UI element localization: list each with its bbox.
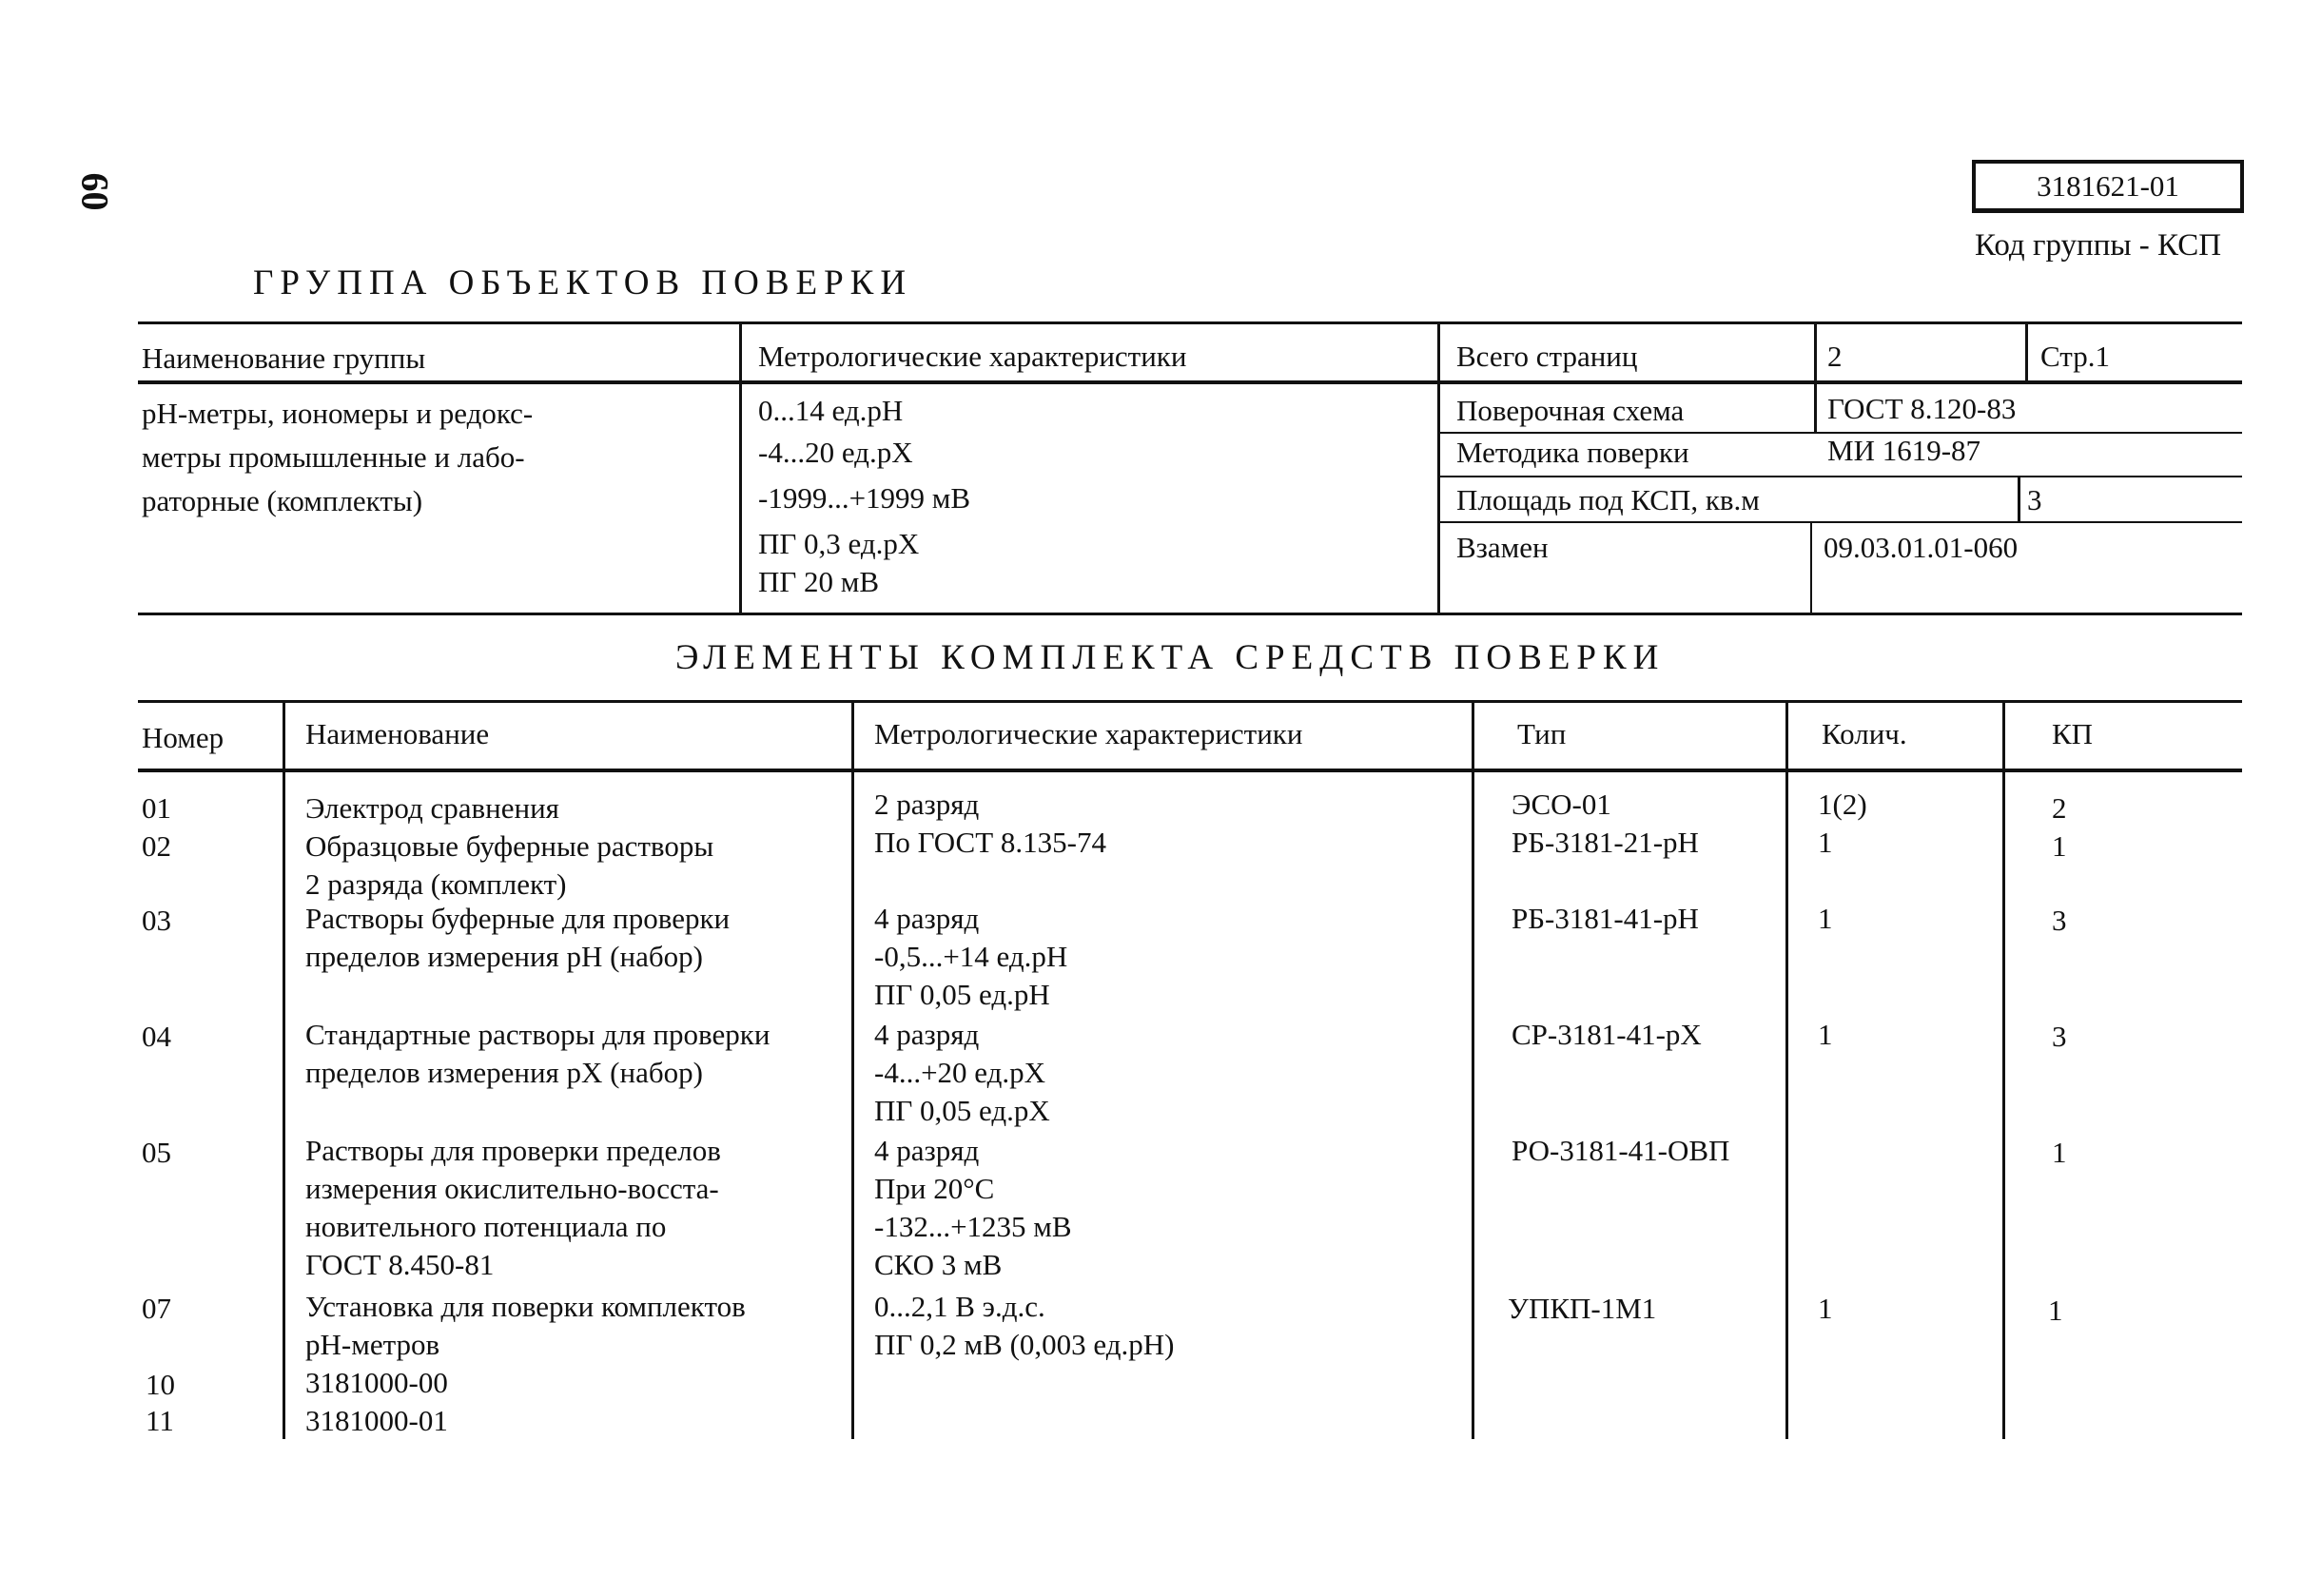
metro-line: -1999...+1999 мВ (758, 481, 971, 515)
row-qty: 1 (1818, 826, 1833, 859)
row-name-line: ГОСТ 8.450-81 (305, 1248, 495, 1281)
row-kp: 1 (2048, 1294, 2063, 1327)
row-num: 01 (142, 791, 171, 825)
row-metro (874, 900, 1067, 1014)
objects-top-rule (138, 321, 2242, 324)
row-metro-line: 0...2,1 В э.д.с. (874, 1290, 1045, 1323)
row-num: 07 (142, 1292, 171, 1325)
row-kp: 1 (2052, 829, 2067, 863)
metro-line: -4...20 ед.pX (758, 436, 913, 469)
group-name-line: метры промышленные и лабо- (142, 440, 525, 474)
elements-top-rule (138, 700, 2242, 703)
objects-rule-method (1438, 476, 2242, 477)
objects-page-label: Стр.1 (2040, 340, 2110, 373)
elements-section-title: ЭЛЕМЕНТЫ КОМПЛЕКТА СРЕДСТВ ПОВЕРКИ (675, 638, 1666, 677)
row-num: 11 (146, 1404, 174, 1437)
row-metro-line: ПГ 0,05 ед.pH (874, 978, 1050, 1011)
row-metro-line: -4...+20 ед.pX (874, 1056, 1046, 1089)
row-qty: 1 (1818, 902, 1833, 935)
elements-head-name: Наименование (305, 717, 490, 750)
replace-value: 09.03.01.01-060 (1824, 531, 2019, 564)
row-qty: 1(2) (1818, 788, 1867, 821)
group-name-line: раторные (комплекты) (142, 484, 423, 517)
row-num: 02 (142, 829, 171, 863)
area-value: 3 (2027, 483, 2042, 516)
row-type: ЭСО-01 (1512, 788, 1611, 821)
row-name (305, 1016, 770, 1092)
elements-col-rule-qty (2002, 700, 2005, 1439)
row-metro-line: ПГ 0,05 ед.pX (874, 1094, 1050, 1127)
elements-head-metro: Метрологические характеристики (874, 717, 1303, 750)
row-metro-line: 2 разряд (874, 788, 980, 821)
row-type: УПКП-1М1 (1508, 1292, 1657, 1325)
row-num: 04 (142, 1020, 171, 1053)
row-metro (874, 1132, 1072, 1284)
row-metro-line: 4 разряд (874, 1134, 980, 1167)
page-number: 60 (73, 172, 117, 211)
row-type: РО-3181-41-ОВП (1512, 1134, 1730, 1167)
group-name-line: pH-метры, иономеры и редокс- (142, 397, 534, 430)
row-name-line: Образцовые буферные растворы (305, 829, 714, 863)
row-name (305, 1288, 746, 1364)
elements-head-kp: КП (2052, 717, 2094, 750)
row-metro-line: 4 разряд (874, 1018, 980, 1051)
replace-label: Взамен (1456, 531, 1549, 564)
row-metro (874, 1288, 1175, 1364)
row-name (305, 827, 713, 904)
row-name-line: pH-метров (305, 1328, 440, 1361)
metro-line: ПГ 20 мВ (758, 565, 880, 598)
row-name-line: Электрод сравнения (305, 791, 559, 825)
row-name-line: 3181000-01 (305, 1404, 448, 1437)
elements-col-rule-type (1785, 700, 1788, 1439)
scheme-label: Поверочная схема (1456, 394, 1685, 427)
row-name (305, 789, 559, 827)
document-code-box: 3181621-01 (1972, 160, 2244, 213)
row-name-line: Установка для поверки комплектов (305, 1290, 746, 1323)
scheme-value: ГОСТ 8.120-83 (1827, 392, 2017, 425)
row-name (305, 1364, 448, 1402)
row-name-line: пределов измерения pX (набор) (305, 1056, 703, 1089)
method-label: Методика поверки (1456, 436, 1689, 469)
objects-group-name (142, 392, 533, 523)
row-metro-line: По ГОСТ 8.135-74 (874, 826, 1106, 859)
row-metro-line: -0,5...+14 ед.pH (874, 940, 1068, 973)
area-label: Площадь под КСП, кв.м (1456, 483, 1760, 516)
row-name-line: пределов измерения pH (набор) (305, 940, 703, 973)
row-num: 10 (146, 1368, 175, 1401)
row-num: 03 (142, 904, 171, 937)
row-name-line: Растворы буферные для проверки (305, 902, 731, 935)
elements-head-num: Номер (142, 721, 224, 754)
objects-header-rule (138, 380, 2242, 384)
row-kp: 3 (2052, 904, 2067, 937)
elements-head-type: Тип (1517, 717, 1567, 750)
row-metro (874, 1016, 1050, 1130)
objects-col-rule-3 (1814, 321, 1817, 432)
row-metro-line: При 20°С (874, 1172, 995, 1205)
row-name-line: 3181000-00 (305, 1366, 448, 1399)
objects-col-rule-5 (2025, 321, 2028, 380)
row-metro-line: СКО 3 мВ (874, 1248, 1003, 1281)
objects-col-rule-6 (2018, 476, 2020, 521)
row-name-line: 2 разряда (комплект) (305, 867, 567, 901)
row-name (305, 900, 730, 976)
row-name-line: Растворы для проверки пределов (305, 1134, 721, 1167)
elements-col-rule-name (851, 700, 854, 1439)
objects-rule-area (1438, 521, 2242, 523)
method-value: МИ 1619-87 (1827, 434, 1981, 467)
objects-head-metro: Метрологические характеристики (758, 340, 1187, 373)
row-type: РБ-3181-21-pH (1512, 826, 1699, 859)
row-name-line: Стандартные растворы для проверки (305, 1018, 771, 1051)
row-metro-line: ПГ 0,2 мВ (0,003 ед.pH) (874, 1328, 1175, 1361)
objects-metro-values (758, 392, 970, 601)
elements-header-rule (138, 769, 2242, 772)
metro-line: ПГ 0,3 ед.pX (758, 527, 920, 560)
objects-col-rule-2 (1437, 321, 1440, 613)
row-num: 05 (142, 1136, 171, 1169)
row-type: СР-3181-41-pX (1512, 1018, 1702, 1051)
row-name-line: измерения окислительно-восста- (305, 1172, 719, 1205)
row-metro-line: -132...+1235 мВ (874, 1210, 1072, 1243)
objects-col-rule-1 (739, 321, 742, 613)
row-qty: 1 (1818, 1292, 1833, 1325)
row-metro (874, 786, 979, 824)
objects-head-name: Наименование группы (142, 341, 426, 375)
row-kp: 3 (2052, 1020, 2067, 1053)
objects-head-total-pages: Всего страниц (1456, 340, 1638, 373)
row-name (305, 1402, 448, 1440)
elements-col-rule-num (283, 700, 285, 1439)
row-kp: 2 (2052, 791, 2067, 825)
row-name-line: новительного потенциала по (305, 1210, 667, 1243)
objects-bottom-rule (138, 613, 2242, 615)
objects-section-title: ГРУППА ОБЪЕКТОВ ПОВЕРКИ (253, 263, 913, 302)
elements-col-rule-metro (1472, 700, 1474, 1439)
row-name (305, 1132, 721, 1284)
row-metro-line: 4 разряд (874, 902, 980, 935)
row-metro (874, 824, 1106, 862)
row-kp: 1 (2052, 1136, 2067, 1169)
objects-total-pages-value: 2 (1827, 340, 1843, 373)
metro-line: 0...14 ед.pH (758, 394, 904, 427)
group-code-label: Код группы - КСП (1975, 228, 2222, 263)
objects-col-rule-4 (1810, 521, 1812, 613)
elements-head-qty: Колич. (1822, 717, 1907, 750)
row-qty: 1 (1818, 1018, 1833, 1051)
row-type: РБ-3181-41-pH (1512, 902, 1699, 935)
